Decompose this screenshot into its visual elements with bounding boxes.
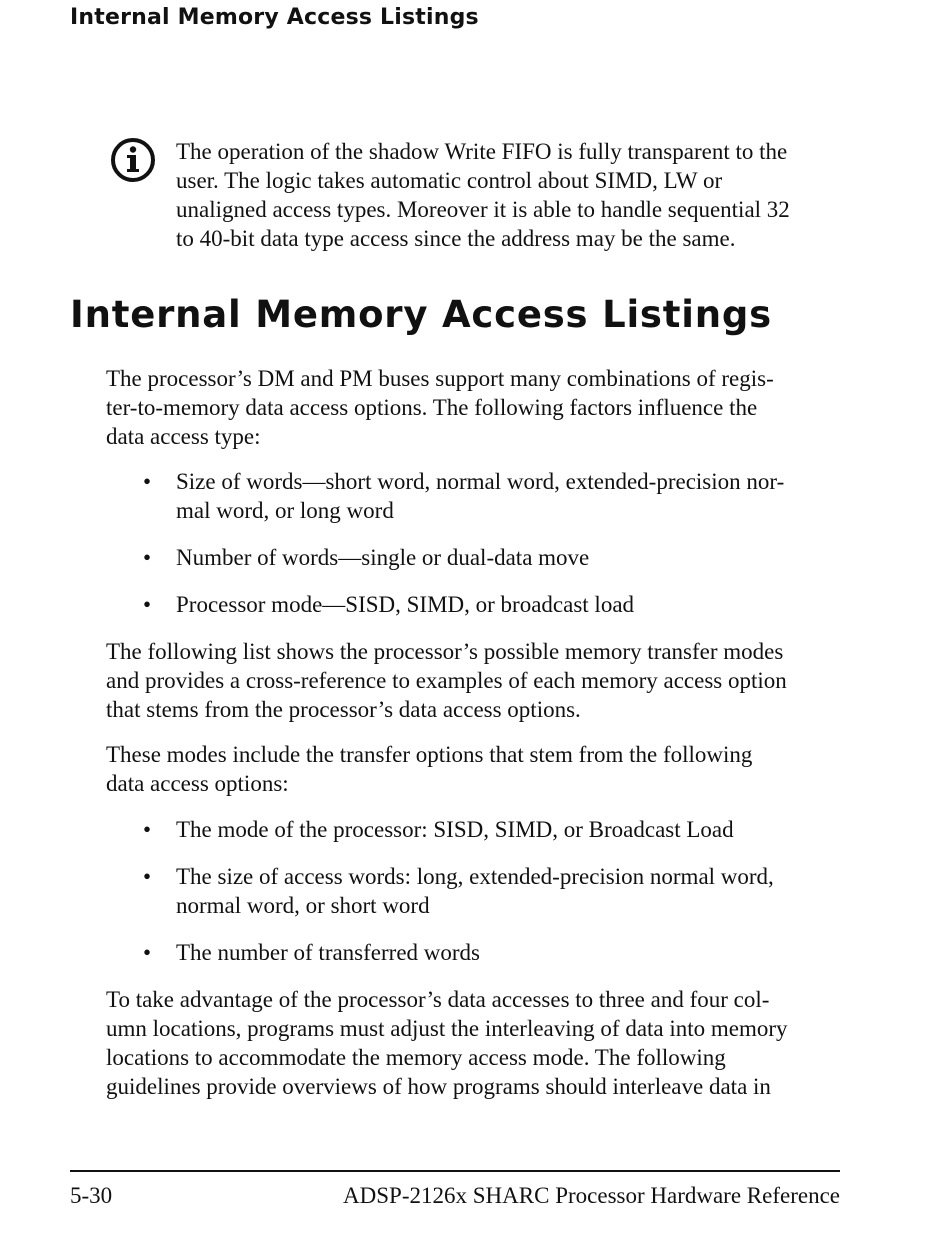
text-line: and provides a cross-reference to examples of each memory access option	[106, 668, 787, 693]
text-line: that stems from the processor’s data access options.	[106, 697, 581, 722]
text-line: The processor’s DM and PM buses support many combinations of regis-	[106, 366, 774, 391]
text-line: data access options:	[106, 771, 289, 796]
info-icon	[110, 137, 156, 183]
book-title: ADSP-2126x SHARC Processor Hardware Reference	[343, 1183, 840, 1208]
page-number: 5-30	[70, 1183, 113, 1208]
bullet-marker: •	[143, 545, 152, 570]
list-item	[106, 590, 840, 619]
list-item	[106, 815, 840, 844]
note-line: The operation of the shadow Write FIFO is fully transparent to the	[176, 139, 788, 164]
list-item-text: The mode of the processor: SISD, SIMD, or Broadcast Load	[176, 817, 734, 842]
bullet-marker: •	[143, 864, 152, 889]
list-item	[106, 543, 840, 572]
running-header: Internal Memory Access Listings	[70, 5, 479, 30]
paragraph-modes	[106, 637, 840, 724]
list-item	[106, 938, 840, 967]
list-item	[106, 862, 840, 920]
bullet-marker: •	[143, 817, 152, 842]
note-text	[176, 137, 790, 253]
list-item-text: Processor mode—SISD, SIMD, or broadcast load	[176, 592, 635, 617]
text-line: The following list shows the processor’s possible memory transfer modes	[106, 639, 784, 664]
text-line: To take advantage of the processor’s data accesses to three and four col-	[106, 987, 770, 1012]
info-note	[110, 137, 840, 253]
list-item-text: mal word, or long word	[176, 498, 394, 523]
list-item-text: Number of words—single or dual-data move	[176, 545, 590, 570]
bullet-marker: •	[143, 592, 152, 617]
options-list	[106, 815, 840, 967]
note-line: to 40-bit data type access since the address may be the same.	[176, 226, 736, 251]
text-line: umn locations, programs must adjust the interleaving of data into memory	[106, 1016, 788, 1041]
list-item	[106, 467, 840, 525]
bullet-marker: •	[143, 940, 152, 965]
text-line: These modes include the transfer options that stem from the following	[106, 742, 753, 767]
factor-list	[106, 467, 840, 619]
text-line: locations to accommodate the memory access mode. The following	[106, 1045, 726, 1070]
note-line: user. The logic takes automatic control about SIMD, LW or	[176, 168, 723, 193]
paragraph-intro	[106, 364, 840, 451]
section-title: Internal Memory Access Listings	[70, 293, 772, 336]
paragraph-options	[106, 740, 840, 798]
list-item-text: The size of access words: long, extended-precision normal word,	[176, 864, 774, 889]
list-item-text: Size of words—short word, normal word, extended-precision nor-	[176, 469, 785, 494]
bullet-marker: •	[143, 469, 152, 494]
note-line: unaligned access types. Moreover it is able to handle sequential 32	[176, 197, 790, 222]
list-item-text: normal word, or short word	[176, 893, 430, 918]
text-line: guidelines provide overviews of how programs should interleave data in	[106, 1074, 771, 1099]
paragraph-interleave	[106, 985, 840, 1101]
text-line: ter-to-memory data access options. The following factors influence the	[106, 395, 758, 420]
list-item-text: The number of transferred words	[176, 940, 480, 965]
footer-divider	[70, 1170, 840, 1172]
text-line: data access type:	[106, 424, 261, 449]
